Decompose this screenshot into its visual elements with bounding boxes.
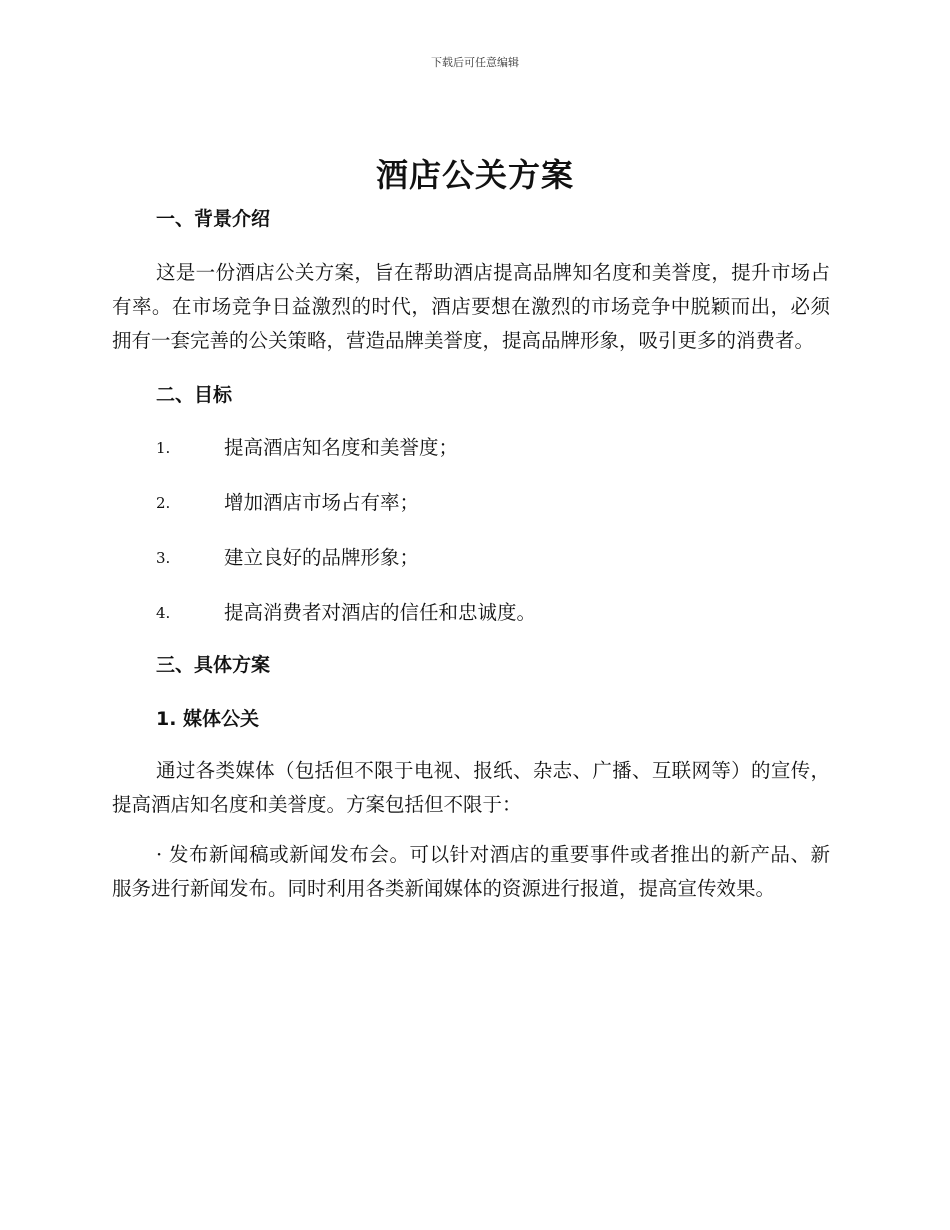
list-item-number: 4. — [156, 604, 171, 622]
list-item — [112, 486, 830, 520]
document-title: 酒店公关方案 — [375, 156, 574, 194]
subsection-heading-media-pr: 1. 媒体公关 — [156, 708, 260, 730]
section-heading-plan: 三、具体方案 — [156, 654, 271, 676]
section-heading-background: 一、背景介绍 — [156, 208, 271, 230]
background-paragraph: 这是一份酒店公关方案，旨在帮助酒店提高品牌知名度和美誉度，提升市场占有率。在市场竞争日益激烈的时代，酒店要想在激烈的市场竞争中脱颖而出，必须拥有一套完善的公关策略，营造品牌美誉度，提高品牌形象，吸引更多的消费者。 — [112, 261, 830, 352]
list-item-text: 增加酒店市场占有率； — [224, 491, 420, 514]
list-item — [112, 596, 830, 630]
section-heading-goals: 二、目标 — [156, 384, 233, 406]
list-item-text: 建立良好的品牌形象； — [224, 546, 420, 569]
list-item-text: 提高酒店知名度和美誉度； — [224, 436, 459, 459]
list-item — [112, 431, 830, 465]
list-item-text: 提高消费者对酒店的信任和忠诚度。 — [224, 601, 537, 624]
list-item-number: 3. — [156, 549, 171, 567]
media-pr-paragraph: 通过各类媒体（包括但不限于电视、报纸、杂志、广播、互联网等）的宣传，提高酒店知名度和美誉度。方案包括但不限于： — [112, 759, 830, 816]
list-item — [112, 541, 830, 575]
list-item-number: 1. — [156, 439, 171, 457]
goals-list — [112, 431, 830, 630]
page-header-note: 下载后可任意编辑 — [431, 56, 519, 69]
media-pr-bullet: · 发布新闻稿或新闻发布会。可以针对酒店的重要事件或者推出的新产品、新服务进行新闻发布。同时利用各类新闻媒体的资源进行报道，提高宣传效果。 — [112, 843, 830, 900]
document-body — [112, 200, 830, 906]
list-item-number: 2. — [156, 494, 171, 512]
